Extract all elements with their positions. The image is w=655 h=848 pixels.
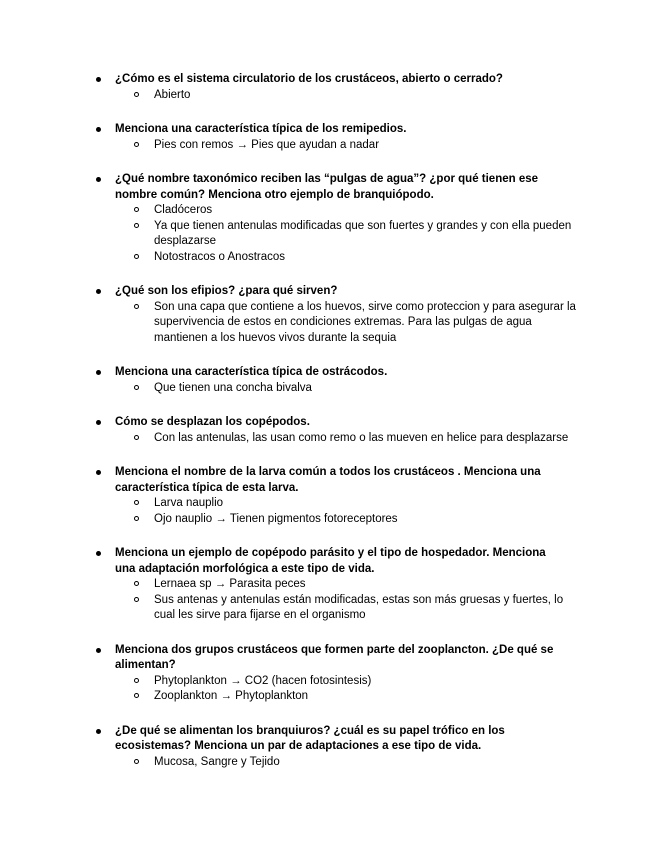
answer-text: Con las antenulas, las usan como remo o las mueven en helice para desplazarse: [154, 431, 569, 444]
question-item: [0, 365, 655, 396]
hollow-bullet-icon: [134, 385, 139, 390]
answer-text: Sus antenas y antenulas están modificadas, estas son más gruesas y fuertes, lo cual les sirve para fijarse en el organismo: [154, 593, 564, 621]
answer-text: Cladóceros: [154, 204, 213, 216]
answer-item: [0, 674, 655, 690]
answer-text: Son una capa que contiene a los huevos, sirve como proteccion y para asegurar la supervivencia de estos en condiciones extremas. Para las pulgas de agua mantienen a los huevos vivos durante la sequia: [154, 300, 576, 344]
answer-item: [0, 755, 655, 771]
answer-item: [0, 512, 655, 528]
question-text: ¿Qué nombre taxonómico reciben las “pulgas de agua”? ¿por qué tienen ese nombre común? Menciona otro ejemplo de branquiópodo.: [115, 173, 539, 201]
answer-item: [0, 431, 655, 447]
filled-bullet-icon: [96, 127, 101, 132]
filled-bullet-icon: [96, 77, 101, 82]
question-text: ¿De qué se alimentan los branquiuros? ¿cuál es su papel trófico en los ecosistemas? Menciona un par de adaptaciones a ese tipo de vida.: [115, 724, 505, 752]
document-body: [0, 72, 655, 789]
question-item: [0, 724, 655, 771]
hollow-bullet-icon: [134, 304, 139, 309]
answer-item: [0, 250, 655, 266]
filled-bullet-icon: [96, 370, 101, 375]
answer-text: Ojo nauplio → Tienen pigmentos fotoreceptores: [154, 512, 398, 525]
answer-text: Zooplankton → Phytoplankton: [154, 690, 309, 702]
filled-bullet-icon: [96, 551, 101, 556]
filled-bullet-icon: [96, 648, 101, 653]
question-text: Menciona el nombre de la larva común a todos los crustáceos . Menciona una característica típica de esta larva.: [115, 466, 541, 494]
question-item: [0, 284, 655, 346]
question-item: [0, 122, 655, 153]
answer-item: [0, 381, 655, 397]
question-item: [0, 546, 655, 624]
question-text: ¿Cómo es el sistema circulatorio de los crustáceos, abierto o cerrado?: [115, 73, 503, 85]
question-item: [0, 643, 655, 705]
hollow-bullet-icon: [134, 223, 139, 228]
hollow-bullet-icon: [134, 693, 139, 698]
answer-item: [0, 593, 655, 624]
hollow-bullet-icon: [134, 581, 139, 586]
answer-item: [0, 203, 655, 219]
answer-item: [0, 300, 655, 347]
answer-text: Lernaea sp → Parasita peces: [154, 578, 306, 590]
answer-text: Phytoplankton → CO2 (hacen fotosintesis): [154, 674, 372, 687]
answer-text: Abierto: [154, 88, 191, 101]
hollow-bullet-icon: [134, 435, 139, 440]
question-text: Cómo se desplazan los copépodos.: [115, 416, 310, 428]
filled-bullet-icon: [96, 289, 101, 294]
filled-bullet-icon: [96, 470, 101, 475]
hollow-bullet-icon: [134, 516, 139, 521]
question-item: [0, 465, 655, 527]
question-text: Menciona dos grupos crustáceos que formen parte del zooplancton. ¿De qué se alimentan?: [115, 643, 554, 671]
hollow-bullet-icon: [134, 500, 139, 505]
answer-text: Ya que tienen antenulas modificadas que son fuertes y grandes y con ella pueden desplazarse: [154, 219, 572, 247]
answer-item: [0, 689, 655, 705]
filled-bullet-icon: [96, 729, 101, 734]
hollow-bullet-icon: [134, 597, 139, 602]
question-item: [0, 172, 655, 265]
answer-item: [0, 138, 655, 154]
answer-text: Notostracos o Anostracos: [154, 250, 286, 263]
question-text: Menciona un ejemplo de copépodo parásito y el tipo de hospedador. Menciona una adaptación morfológica a este tipo de vida.: [115, 547, 546, 575]
question-item: [0, 72, 655, 103]
answer-item: [0, 219, 655, 250]
answer-text: Mucosa, Sangre y Tejido: [154, 755, 280, 768]
answer-text: Pies con remos → Pies que ayudan a nadar: [154, 138, 380, 151]
hollow-bullet-icon: [134, 254, 139, 259]
answer-item: [0, 88, 655, 104]
answer-item: [0, 496, 655, 512]
hollow-bullet-icon: [134, 142, 139, 147]
hollow-bullet-icon: [134, 92, 139, 97]
filled-bullet-icon: [96, 177, 101, 182]
question-text: Menciona una característica típica de los remipedios.: [115, 123, 407, 135]
hollow-bullet-icon: [134, 759, 139, 764]
question-text: Menciona una característica típica de ostrácodos.: [115, 366, 388, 378]
answer-text: Que tienen una concha bivalva: [154, 381, 312, 394]
hollow-bullet-icon: [134, 678, 139, 683]
filled-bullet-icon: [96, 420, 101, 425]
answer-text: Larva nauplio: [154, 497, 224, 509]
question-item: [0, 415, 655, 446]
question-text: ¿Qué son los efipios? ¿para qué sirven?: [115, 285, 338, 297]
hollow-bullet-icon: [134, 207, 139, 212]
answer-item: [0, 577, 655, 593]
